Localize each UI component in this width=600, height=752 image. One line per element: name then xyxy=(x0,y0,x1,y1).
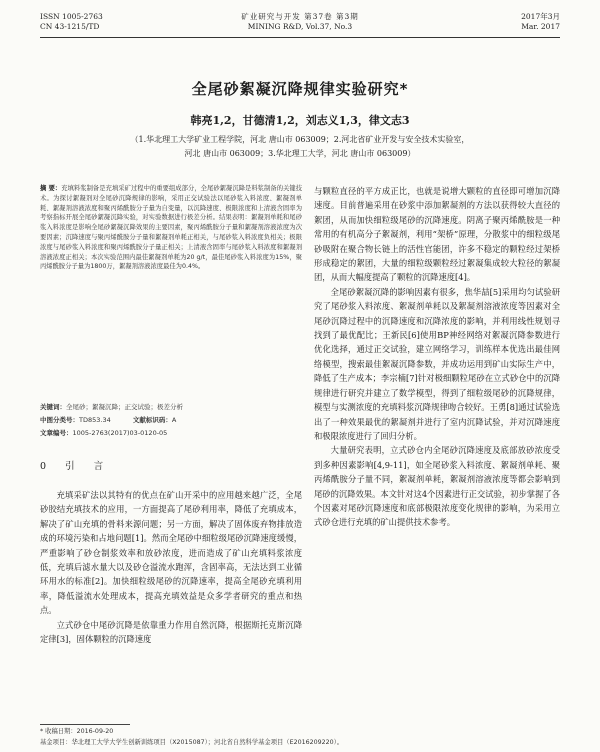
journal-name-cn: 矿业研究与开发 第37卷 第3期 xyxy=(241,12,359,21)
body-paragraph: 立式砂仓中尾砂沉降是依靠重力作用自然沉降，根据斯托克斯沉降定律[3]，固体颗粒的沉降速度 xyxy=(40,619,302,645)
clc-label: 中图分类号： xyxy=(40,416,79,424)
body-paragraph: 全尾砂絮凝沉降的影响因素有很多，焦华喆[5]采用均匀试验研究了尾砂浆入料浓度、絮凝剂单耗以及絮凝剂溶液浓度等因素对全尾砂沉降过程中的沉降速度和沉降浓度的影响，并利用线性规划寻找到了最优配比；王新民[6]使用BP神经网络对絮凝沉降参数进行优化选择，通过正交试验，建立网络学习，训练样本优选出最佳网络模型，搜索最佳絮凝沉降参数，并成功运用到矿山实际生产中，降低了生产成本；李宗楠[7]针对极细颗粒尾砂在立式砂仓中的沉降规律进行研究并建立了数学模型，得到了细粒级尾砂的沉降规律，模型与实测浓度的充填料浆沉降规律吻合较好。王勇[8]通过试验选出了一种效果最优的絮凝剂并进行了室内沉降试验，并对沉降速度和极限浓度进行了回归分析。 xyxy=(314,286,560,441)
footnote-funding: 基金项目：华北理工大学大学生创新训练项目（X2015087）；河北省自然科学基金项目（E2016209220）。 xyxy=(40,739,344,746)
body-left-column xyxy=(40,488,302,690)
abstract xyxy=(40,184,302,272)
keywords xyxy=(40,402,302,412)
classification xyxy=(40,415,302,425)
date-en: Mar. 2017 xyxy=(521,22,560,31)
keywords-text: 全尾砂；絮凝沉降；正交试验；极差分析 xyxy=(66,403,183,411)
body-paragraph: 充填采矿法以其特有的优点在矿山开采中的应用越来越广泛，全尾砂胶结充填技术的应用，一方面提高了尾砂利用率，降低了充填成本，解决了矿山充填的骨料来源问题；另一方面，解决了固体废弃物排放造成的环境污染和占地问题[1]。然而全尾砂中细粒级尾砂沉降速度缓慢，严重影响了砂仓制浆效率和放砂浓度，进而造成了矿山充填料浆浓度低，充填后滤水量大以及砂仓溢流水跑浑，含固率高，无法达到工业循环用水的标准[2]。加快细粒级尾砂的沉降速率，提高全尾砂充填利用率，降低溢流水处理成本，提高充填效益是众多学者研究的重点和热点。 xyxy=(40,490,302,616)
article-number xyxy=(40,428,302,438)
article-number-label: 文章编号： xyxy=(40,429,73,437)
journal-date-block xyxy=(521,12,560,32)
section-heading-intro: 0 引 言 xyxy=(40,461,112,472)
affiliation-line-1: （1.华北理工大学矿业工程学院，河北 唐山市 063009；2.河北省矿业开发与安全技术实验室， xyxy=(130,135,470,144)
abstract-label: 摘 要： xyxy=(40,185,62,192)
footnote-rule xyxy=(40,724,130,725)
clc-value: TD853.34 xyxy=(79,416,111,424)
keywords-label: 关键词： xyxy=(40,403,66,411)
abstract-text: 充填料浆制备是充填采矿过程中的重要组成部分，全尾砂絮凝沉降是料浆制备的关键技术。为探讨絮凝剂对全尾砂沉降规律的影响，采用正交试验法以尾砂浆入料浓度、絮凝剂单耗、絮凝剂溶液浓度和聚丙烯酰胺分子量为自变量，以沉降速度、极限浓度和上清液含固率为考察指标开展全尾砂絮凝沉降实验，对实验数据进行极差分析。结果表明：絮凝剂单耗和尾砂浆入料浓度是影响全尾砂絮凝沉降效果的主要因素，聚丙烯酰胺分子量和絮凝剂溶液浓度为次要因素；沉降速度与聚丙烯酰胺分子量和絮凝剂单耗正相关，与尾砂浆入料浓度负相关；极限浓度与尾砂浆入料浓度和聚丙烯酰胺分子量正相关；上清液含固率与尾砂浆入料浓度和絮凝剂溶液浓度正相关；本次实验范围内最佳絮凝剂单耗为20 g/t，最佳尾砂浆入料浓度为15%，聚丙烯酰胺分子量为1800万，絮凝剂溶液浓度最佳为0.4%。 xyxy=(40,185,302,271)
header-rule xyxy=(40,37,560,38)
body-paragraph: 大量研究表明，立式砂仓内全尾砂沉降速度及底部放砂浓度受到多种因素影响[4,9-11]，如全尾砂浆入料浓度、絮凝剂单耗、聚丙烯酰胺分子量不同，絮凝剂单耗，絮凝剂溶液浓度等都会影响到尾砂的沉降效果。本文针对这4个因素进行正交试验，初步掌握了各个因素对尾砂沉降速度和底部极限浓度变化规律的影响，为采用立式砂仓进行充填的矿山提供技术参考。 xyxy=(314,445,560,528)
body-paragraph: 与颗粒直径的平方成正比，也就是说增大颗粒的直径即可增加沉降速度。目前普遍采用在砂浆中添加絮凝剂的方法以获得较大直径的絮团，从而加快细粒级尾砂的沉降速度。阴离子聚丙烯酰胺是一种常用的有机高分子絮凝剂，利用“架桥”原理，分散浆中的细粒级尾砂吸附在聚合物长链上的活性官能团，许多不稳定的颗粒经过架桥形成稳定的絮团，大量的细粒级颗粒经过絮凝集成较大粒径的絮凝团，从而大幅度提高了颗粒的沉降速度[4]。 xyxy=(314,186,560,283)
article-number-value: 1005-2763(2017)03-0120-05 xyxy=(72,429,168,437)
date-cn: 2017年3月 xyxy=(521,12,560,21)
journal-name-en: MINING R&D, Vol.37, No.3 xyxy=(247,22,353,31)
doc-code-value: A xyxy=(171,416,177,424)
doc-code-label: 文献标识码： xyxy=(132,416,172,424)
cn-number: CN 43-1215/TD xyxy=(40,22,100,31)
footnote-received-date: * 收稿日期：2016-09-20 xyxy=(40,728,114,735)
issn: ISSN 1005-2763 xyxy=(40,12,103,21)
body-right-column xyxy=(314,184,560,714)
affiliation-line-2: 河北 唐山市 063009；3.华北理工大学，河北 唐山市 063009） xyxy=(184,149,416,158)
author-list: 韩亮1,2，甘德清1,2，刘志义1,3，律文志3 xyxy=(190,114,410,127)
journal-name-block xyxy=(0,12,600,32)
paper-title: 全尾砂絮凝沉降规律实验研究* xyxy=(191,80,409,98)
